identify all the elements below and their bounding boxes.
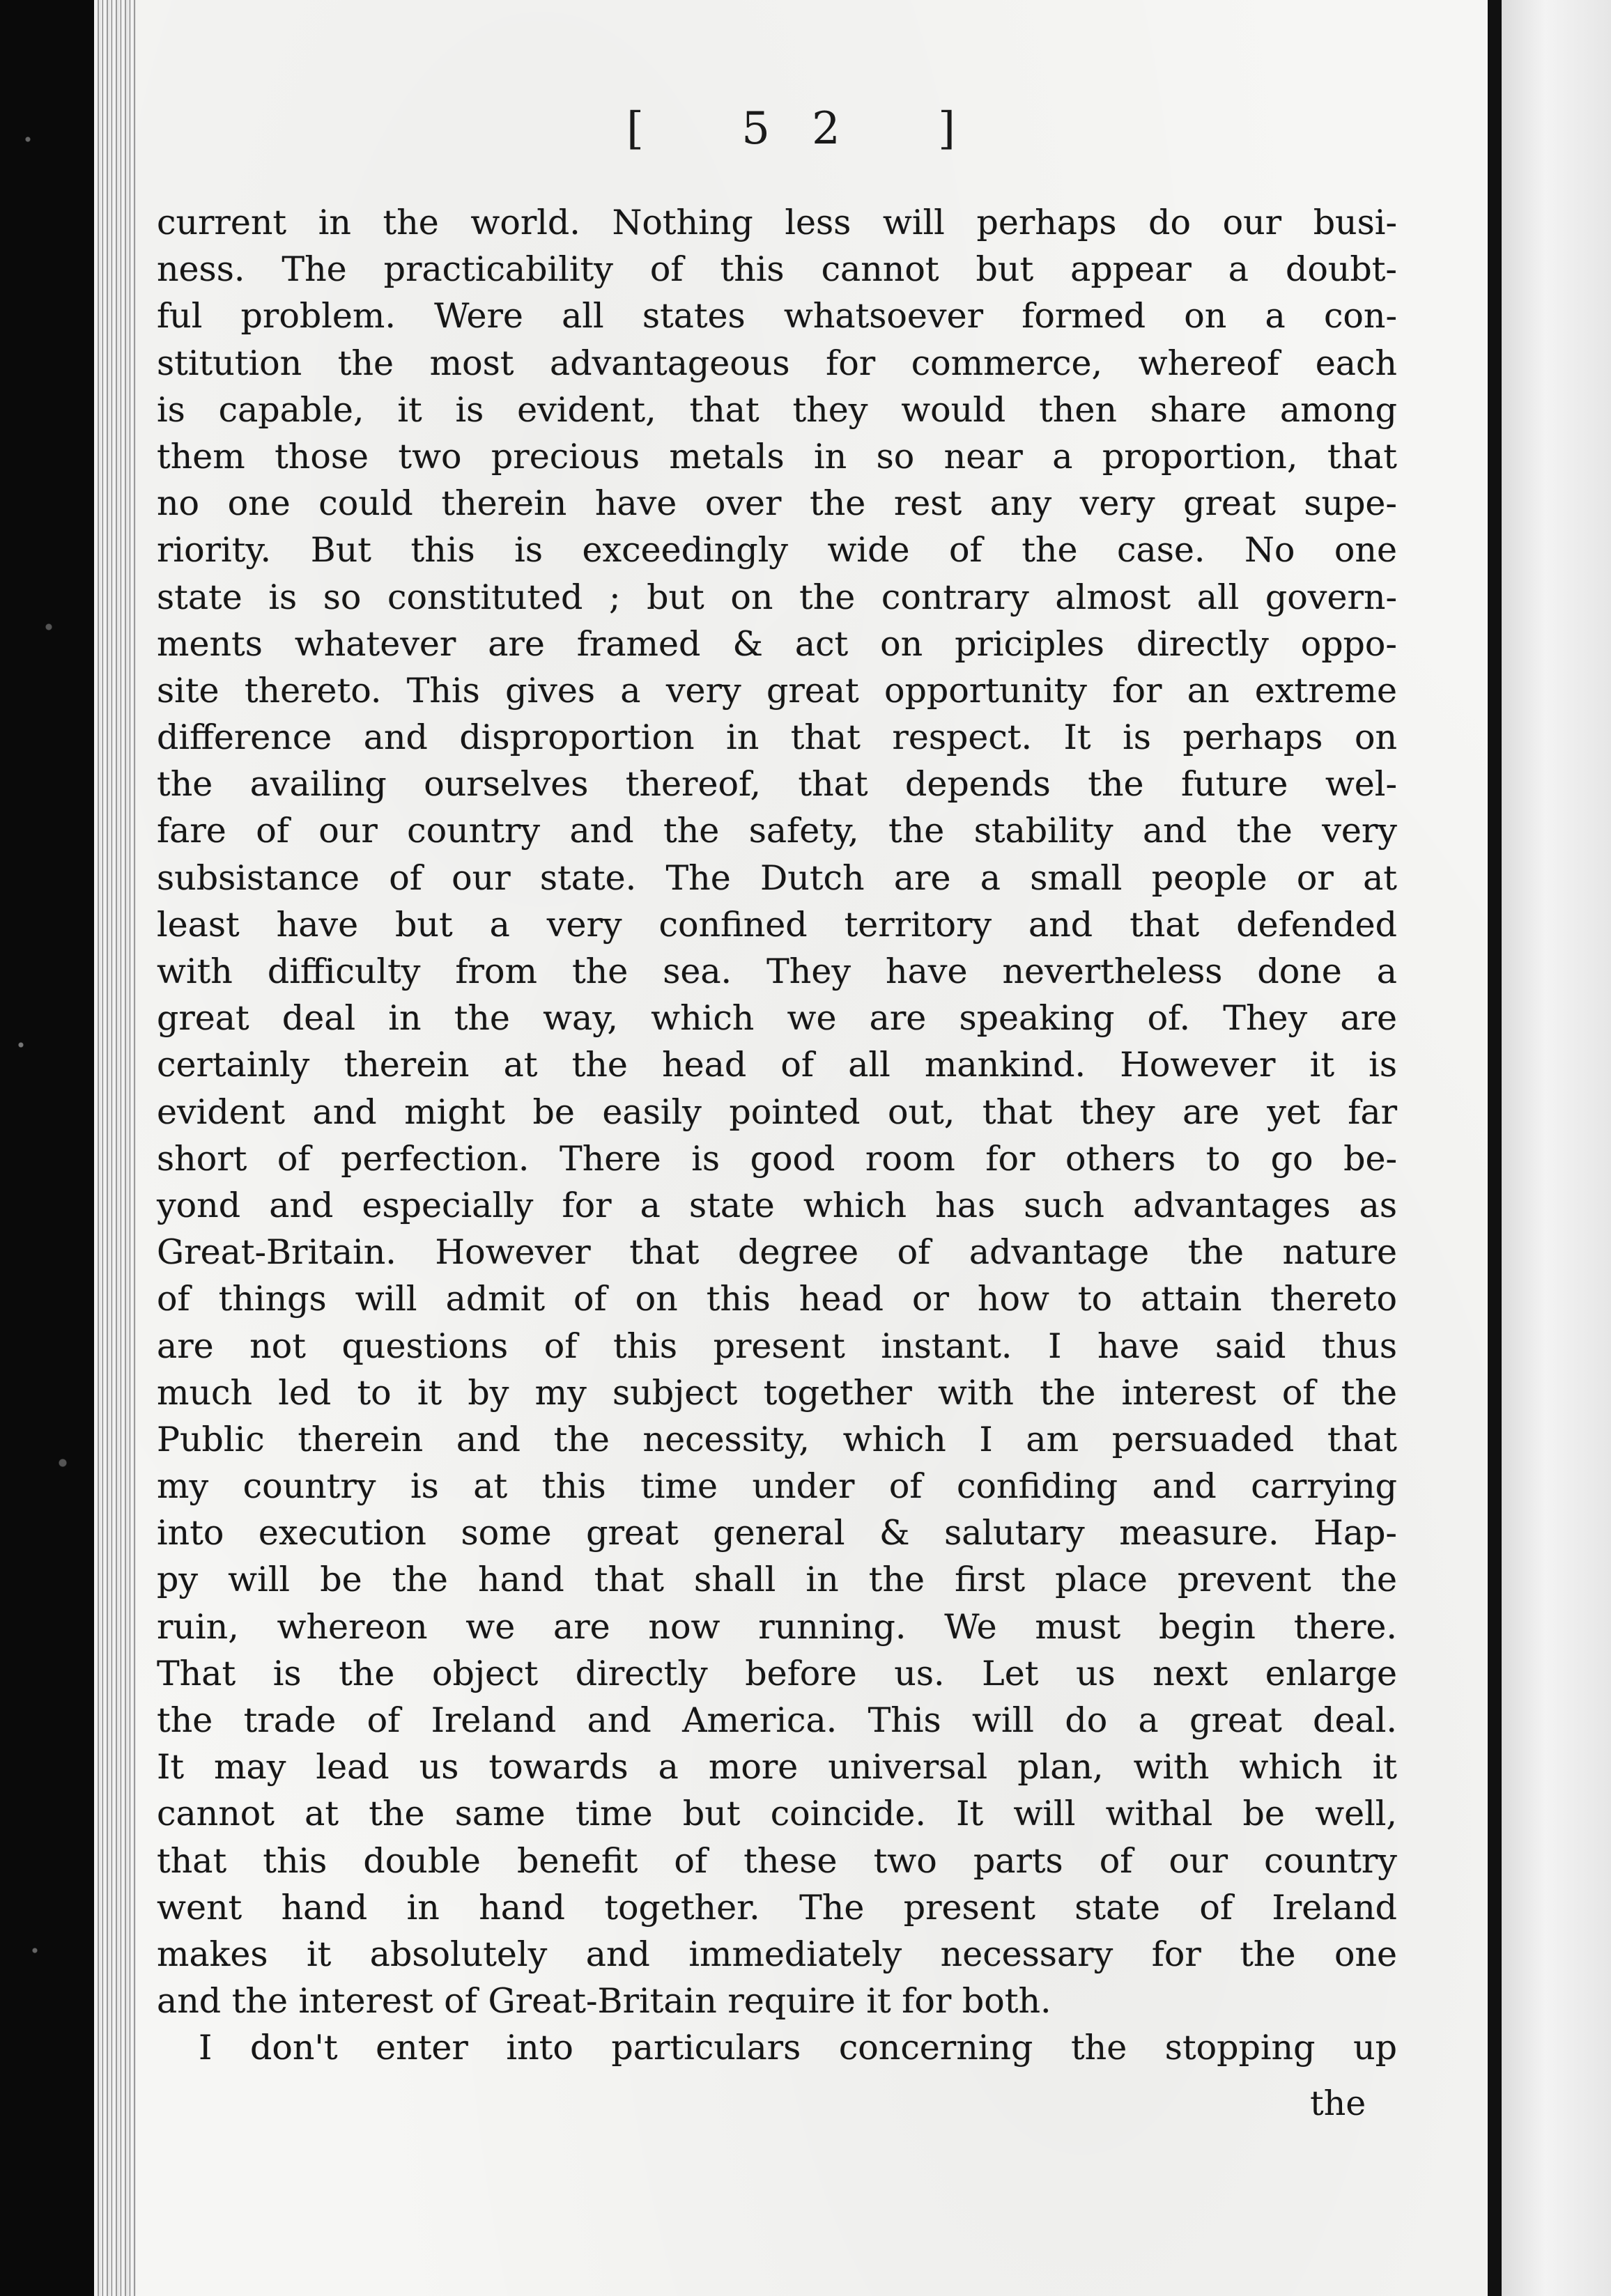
text-line: my country is at this time under of confiding and carrying xyxy=(157,1466,1397,1507)
body-text xyxy=(157,199,1397,2072)
text-line: current in the world. Nothing less will perhaps do our busi- xyxy=(157,203,1397,242)
text-line: makes it absolutely and immediately necessary for the one xyxy=(157,1934,1397,1974)
text-line: I don't enter into particulars concerning the stopping up xyxy=(199,2028,1397,2068)
text-line: py will be the hand that shall in the first place prevent the xyxy=(157,1560,1397,1600)
text-line: that this double benefit of these two parts of our country xyxy=(157,1840,1397,1881)
text-line: ful problem. Were all states whatsoever formed on a con- xyxy=(157,296,1397,336)
text-line: are not questions of this present instant. I have said thus xyxy=(157,1326,1397,1366)
text-line: Public therein and the necessity, which I am persuaded that xyxy=(157,1419,1397,1459)
text-line: least have but a very confined territory and that defended xyxy=(157,904,1397,945)
text-line: Great-Britain. However that degree of advantage the nature xyxy=(157,1232,1397,1273)
text-line: the trade of Ireland and America. This will do a great deal. xyxy=(157,1700,1397,1740)
binding-gutter xyxy=(1488,0,1502,2296)
text-line: ments whatever are framed & act on priciples directly oppo- xyxy=(157,623,1397,664)
text-line: with difficulty from the sea. They have nevertheless done a xyxy=(157,952,1397,991)
text-line: great deal in the way, which we are speaking of. They are xyxy=(157,998,1397,1039)
text-line: site thereto. This gives a very great opportunity for an extreme xyxy=(157,670,1397,711)
text-line: riority. But this is exceedingly wide of the case. No one xyxy=(157,530,1397,571)
scanner-left-edge xyxy=(0,0,94,2296)
page-number: [ 52 ] xyxy=(626,103,998,155)
text-line: ness. The practicability of this cannot but appear a doubt- xyxy=(157,249,1397,290)
text-line: stitution the most advantageous for commerce, whereof each xyxy=(157,343,1397,383)
text-line: state is so constituted ; but on the contrary almost all govern- xyxy=(157,577,1397,617)
catchword: the xyxy=(1310,2084,1366,2123)
text-line: evident and might be easily pointed out, that they are yet far xyxy=(157,1092,1397,1132)
text-line: difference and disproportion in that respect. It is perhaps on xyxy=(157,718,1397,758)
text-line: fare of our country and the safety, the stability and the very xyxy=(157,811,1397,851)
text-line: the availing ourselves thereof, that depends the future wel- xyxy=(157,764,1397,805)
text-line: much led to it by my subject together with the interest of the xyxy=(157,1372,1397,1413)
page-edges xyxy=(94,0,136,2296)
text-line: went hand in hand together. The present state of Ireland xyxy=(157,1887,1397,1927)
text-line: them those two precious metals in so near a proportion, that xyxy=(157,436,1397,476)
text-line: of things will admit of on this head or how to attain thereto xyxy=(157,1279,1397,1319)
text-line: short of perfection. There is good room for others to go be- xyxy=(157,1138,1397,1179)
text-line: yond and especially for a state which has such advantages as xyxy=(157,1185,1397,1225)
text-line: That is the object directly before us. Let us next enlarge xyxy=(157,1653,1397,1693)
text-line: It may lead us towards a more universal plan, with which it xyxy=(157,1747,1397,1787)
text-line: cannot at the same time but coincide. It will withal be well, xyxy=(157,1794,1397,1834)
text-line: subsistance of our state. The Dutch are a small people or at xyxy=(157,858,1397,898)
text-line: no one could therein have over the rest any very great supe- xyxy=(157,483,1397,524)
text-line: certainly therein at the head of all mankind. However it is xyxy=(157,1045,1397,1085)
text-line: into execution some great general & salutary measure. Hap- xyxy=(157,1513,1397,1553)
text-line: and the interest of Great-Britain require it for both. xyxy=(157,1981,1051,2022)
text-line: ruin, whereon we are now running. We must begin there. xyxy=(157,1606,1397,1647)
text-line: is capable, it is evident, that they would then share among xyxy=(157,389,1397,430)
facing-page-edge xyxy=(1502,0,1611,2296)
